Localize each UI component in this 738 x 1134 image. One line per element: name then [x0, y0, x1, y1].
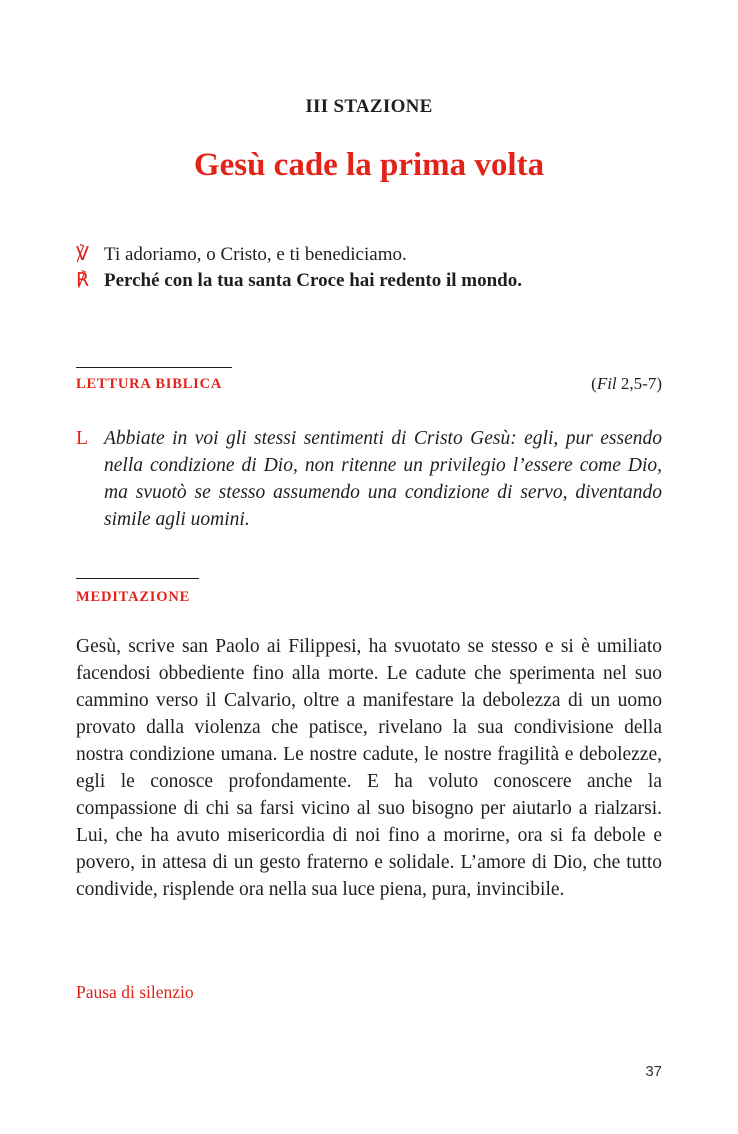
meditation-text: Gesù, scrive san Paolo ai Filippesi, ha svuotato se stesso e si è umiliato facendosi obbediente fino alla morte. Le cadute che sperimenta nel suo cammino verso il Calvario, oltre a manifestare la debolezza di un uomo provato dalla violenza che patisce, rivelano la sua condivisione della nostra condizione umana. Le nostre cadute, le nostre fragilità e debolezze, egli le conosce profondamente. E ha voluto conoscere anche la compassione di chi sa farsi vicino al suo bisogno per aiutarlo a rialzarsi. Lui, che ha avuto misericordia di noi fino a morirne, ora si fa debole e povero, in attesa di un gesto fraterno e solidale. L’amore di Dio, che tutto condivide, risplende ora nella sua luce piena, pura, invincibile. — [76, 636, 662, 900]
response-symbol: ℟ — [76, 270, 89, 291]
section-divider — [76, 367, 232, 368]
reader-symbol: L — [76, 428, 88, 449]
station-heading: III STAZIONE — [305, 96, 433, 117]
reference-book: Fil — [596, 374, 617, 393]
reading-text: Abbiate in voi gli stessi sentimenti di Cristo Gesù: egli, pur essendo nella condizione di Dio, non ritenne un privilegio l’essere come Dio, ma svuotò se stesso assumendo una condizione di servo, diventando simile agli uomini. — [104, 428, 662, 530]
page-number: 37 — [645, 1063, 662, 1080]
section-divider — [76, 578, 199, 579]
scripture-reference — [591, 374, 662, 394]
versicle-line — [76, 242, 676, 268]
response-text: Perché con la tua santa Croce hai redento il mondo. — [104, 270, 522, 291]
reference-verses: 2,5-7) — [616, 374, 662, 393]
pause-instruction: Pausa di silenzio — [76, 982, 194, 1002]
reading-block — [76, 425, 662, 533]
versicle-symbol: ℣ — [76, 244, 89, 265]
meditation-label: MEDITAZIONE — [76, 589, 191, 605]
page-title: Gesù cade la prima volta — [193, 147, 545, 183]
reading-label: LETTURA BIBLICA — [76, 376, 223, 392]
reference-open: ( — [591, 374, 597, 393]
response-line — [76, 268, 676, 294]
versicle-text: Ti adoriamo, o Cristo, e ti benediciamo. — [104, 244, 407, 265]
